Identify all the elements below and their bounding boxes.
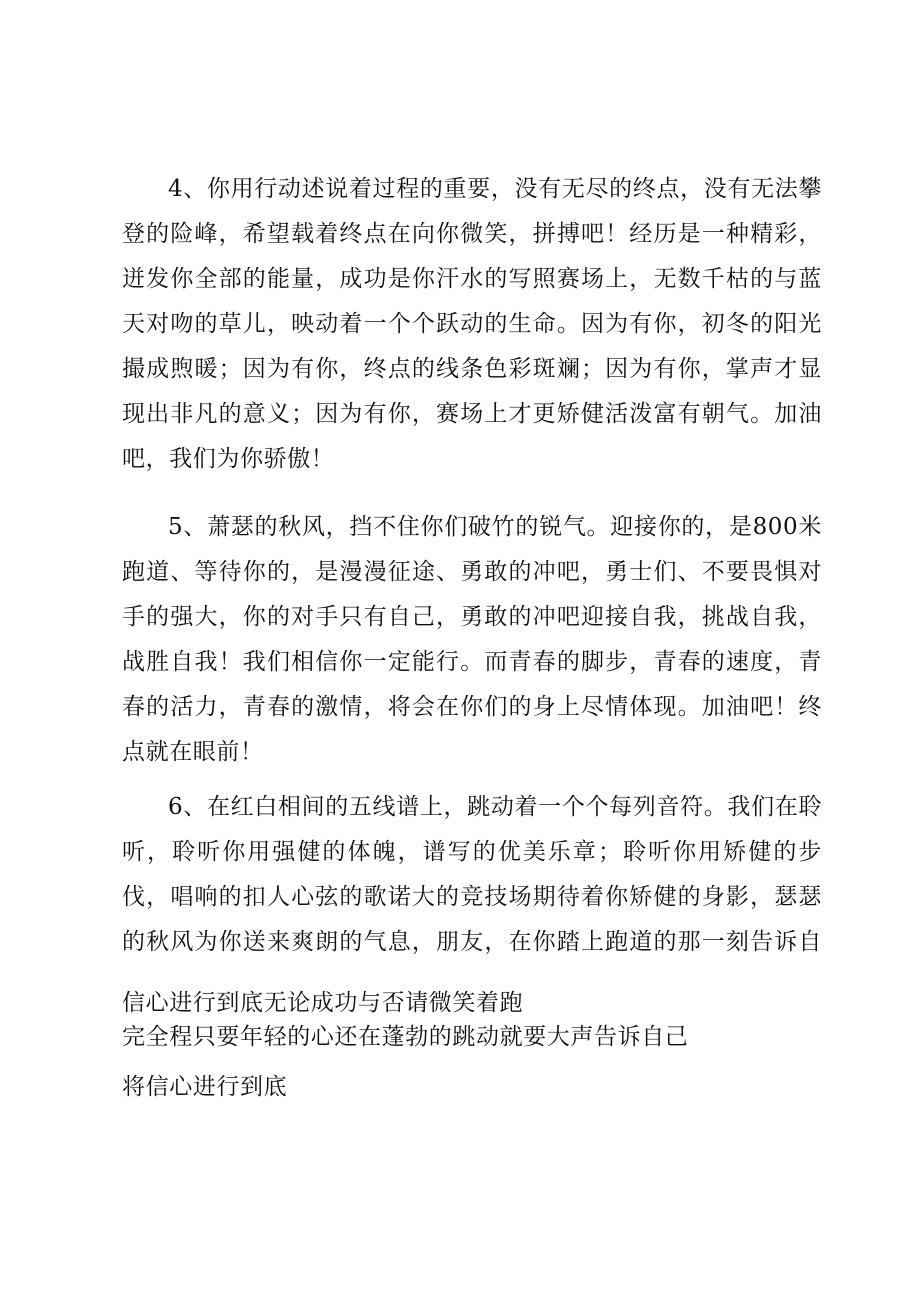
tail-line-2: 完全程只要年轻的心还在蓬勃的跳动就要大声告诉自己: [122, 1024, 689, 1050]
paragraph-5-text: 5、萧瑟的秋风，挡不住你们破竹的锐气。迎接你的，是800米跑道、等待你的，是漫漫征途、勇敢的冲吧，勇士们、不要畏惧对手的强大，你的对手只有自己，勇敢的冲吧迎接自我，挑战自我，战胜自我！我们相信你一定能行。而青春的脚步，青春的速度，青春的活力，青春的激情，将会在你们的身上尽情体现。加油吧！终点就在眼前！: [122, 514, 822, 765]
paragraph-5: [122, 505, 822, 775]
tail-line-1: 信心进行到底无论成功与否请微笑着跑: [122, 990, 524, 1016]
tail-line-3: 将信心进行到底: [122, 1074, 288, 1100]
paragraph-6: [122, 785, 822, 965]
paragraph-4: [122, 167, 822, 482]
paragraph-4-text: 4、你用行动述说着过程的重要，没有无尽的终点，没有无法攀登的险峰，希望载着终点在向你微笑，拼搏吧！经历是一种精彩，迸发你全部的能量，成功是你汗水的写照赛场上，无数千枯的与蓝天对吻的草儿，映动着一个个跃动的生命。因为有你，初冬的阳光撮成煦暖；因为有你，终点的线条色彩斑斓；因为有你，掌声才显现出非凡的意义；因为有你，赛场上才更矫健活泼富有朝气。加油吧，我们为你骄傲！: [122, 176, 822, 472]
paragraph-6-text: 6、在红白相间的五线谱上，跳动着一个个每列音符。我们在聆听，聆听你用强健的体魄，谱写的优美乐章；聆听你用矫健的步伐，唱响的扣人心弦的歌诺大的竞技场期待着你矫健的身影，瑟瑟的秋风为你送来爽朗的气息，朋友，在你踏上跑道的那一刻告诉自: [122, 794, 822, 955]
